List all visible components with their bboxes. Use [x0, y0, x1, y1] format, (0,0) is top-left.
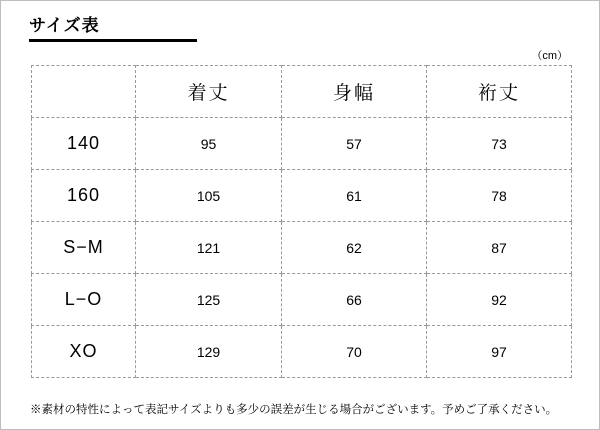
page-title: サイズ表 [29, 16, 100, 35]
size-table-wrapper [31, 65, 571, 378]
table-header-row [32, 66, 572, 118]
table-body [32, 118, 572, 378]
disclaimer-note: ※素材の特性によって表記サイズよりも多少の誤差が生じる場合がございます。予めご了承ください。 [30, 404, 558, 416]
table-row [32, 118, 572, 170]
cell-xo-mihaba: 70 [282, 326, 427, 378]
table-corner-cell [32, 66, 136, 118]
table-row [32, 274, 572, 326]
title-block [29, 15, 199, 42]
cell-l-o-yukitake: 92 [427, 274, 572, 326]
cell-l-o-mihaba: 66 [282, 274, 427, 326]
cell-160-mihaba: 61 [282, 170, 427, 222]
table-row [32, 170, 572, 222]
cell-140-kitake: 95 [136, 118, 282, 170]
title-underline [29, 39, 197, 42]
row-header-size-xo: XO [32, 326, 136, 378]
cell-l-o-kitake: 125 [136, 274, 282, 326]
row-header-size-s-m: S−M [32, 222, 136, 274]
cell-140-mihaba: 57 [282, 118, 427, 170]
column-header-0: 着丈 [136, 66, 282, 118]
table-row [32, 222, 572, 274]
cell-s-m-kitake: 121 [136, 222, 282, 274]
cell-xo-yukitake: 97 [427, 326, 572, 378]
size-table [31, 65, 572, 378]
cell-140-yukitake: 73 [427, 118, 572, 170]
column-header-2: 裄丈 [427, 66, 572, 118]
cell-s-m-mihaba: 62 [282, 222, 427, 274]
cell-s-m-yukitake: 87 [427, 222, 572, 274]
cell-160-kitake: 105 [136, 170, 282, 222]
table-header [32, 66, 572, 118]
cell-xo-kitake: 129 [136, 326, 282, 378]
row-header-size-140: 140 [32, 118, 136, 170]
cell-160-yukitake: 78 [427, 170, 572, 222]
row-header-size-160: 160 [32, 170, 136, 222]
unit-label: （cm） [531, 50, 568, 62]
row-header-size-l-o: L−O [32, 274, 136, 326]
column-header-1: 身幅 [282, 66, 427, 118]
table-row [32, 326, 572, 378]
